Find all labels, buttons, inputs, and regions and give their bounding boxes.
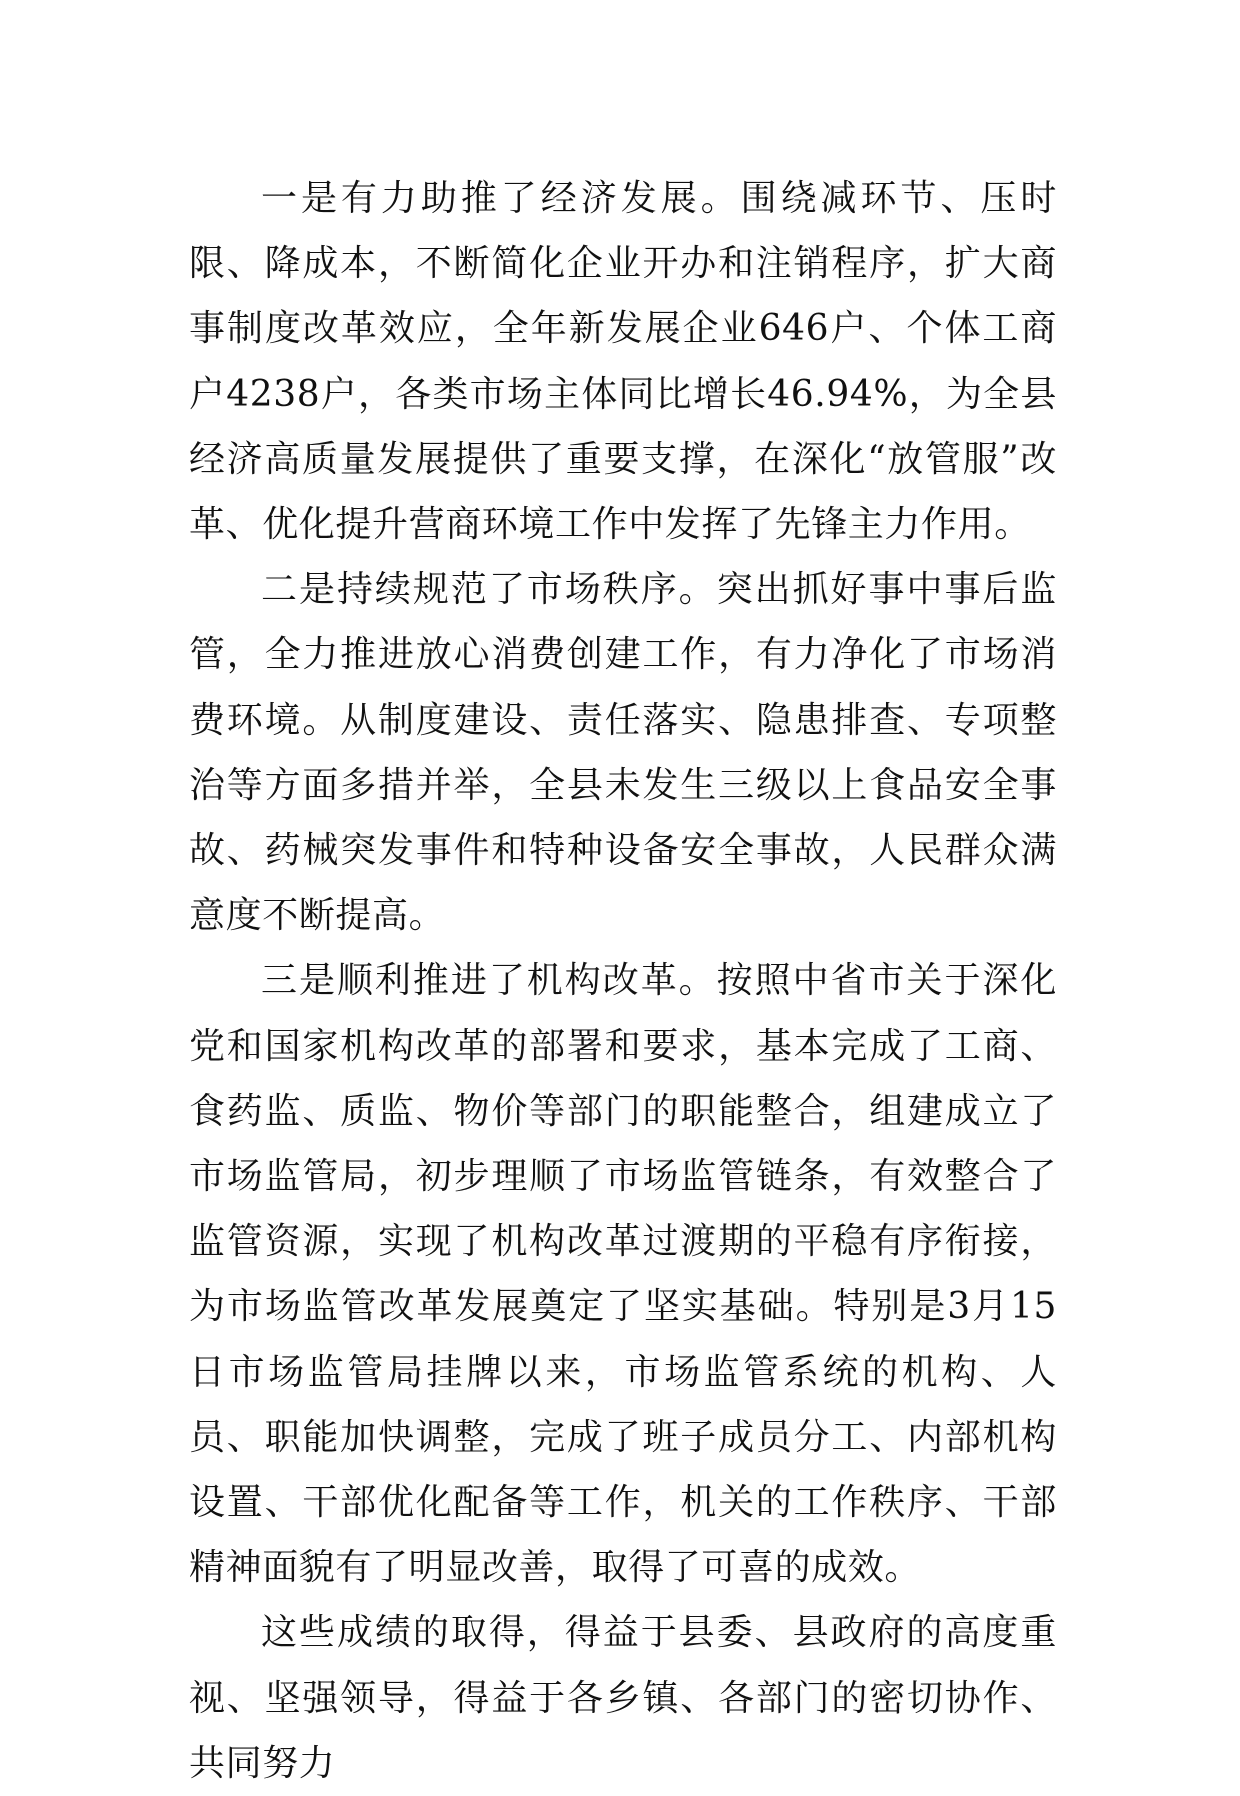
document-page [189, 166, 1057, 1796]
paragraph-institutional-reform: 三是顺利推进了机构改革。按照中省市关于深化党和国家机构改革的部署和要求，基本完成了工商、食药监、质监、物价等部门的职能整合，组建成立了市场监管局，初步理顺了市场监管链条，有效整合了监管资源，实现了机构改革过渡期的平稳有序衔接，为市场监管改革发展奠定了坚实基础。特别是3月15日市场监管局挂牌以来，市场监管系统的机构、人员、职能加快调整，完成了班子成员分工、内部机构设置、干部优化配备等工作，机关的工作秩序、干部精神面貌有了明显改善，取得了可喜的成效。 [189, 960, 1057, 1589]
paragraph-economic-development: 一是有力助推了经济发展。围绕减环节、压时限、降成本，不断简化企业开办和注销程序，扩大商事制度改革效应，全年新发展企业646户、个体工商户4238户，各类市场主体同比增长46.94%，为全县经济高质量发展提供了重要支撑，在深化“放管服”改革、优化提升营商环境工作中发挥了先锋主力作用。 [189, 178, 1057, 546]
paragraph-market-order: 二是持续规范了市场秩序。突出抓好事中事后监管，全力推进放心消费创建工作，有力净化了市场消费环境。从制度建设、责任落实、隐患排查、专项整治等方面多措并举，全县未发生三级以上食品安全事故、药械突发事件和特种设备安全事故，人民群众满意度不断提高。 [189, 569, 1057, 937]
paragraph-achievements: 这些成绩的取得，得益于县委、县政府的高度重视、坚强领导，得益于各乡镇、各部门的密切协作、共同努力 [189, 1612, 1057, 1784]
